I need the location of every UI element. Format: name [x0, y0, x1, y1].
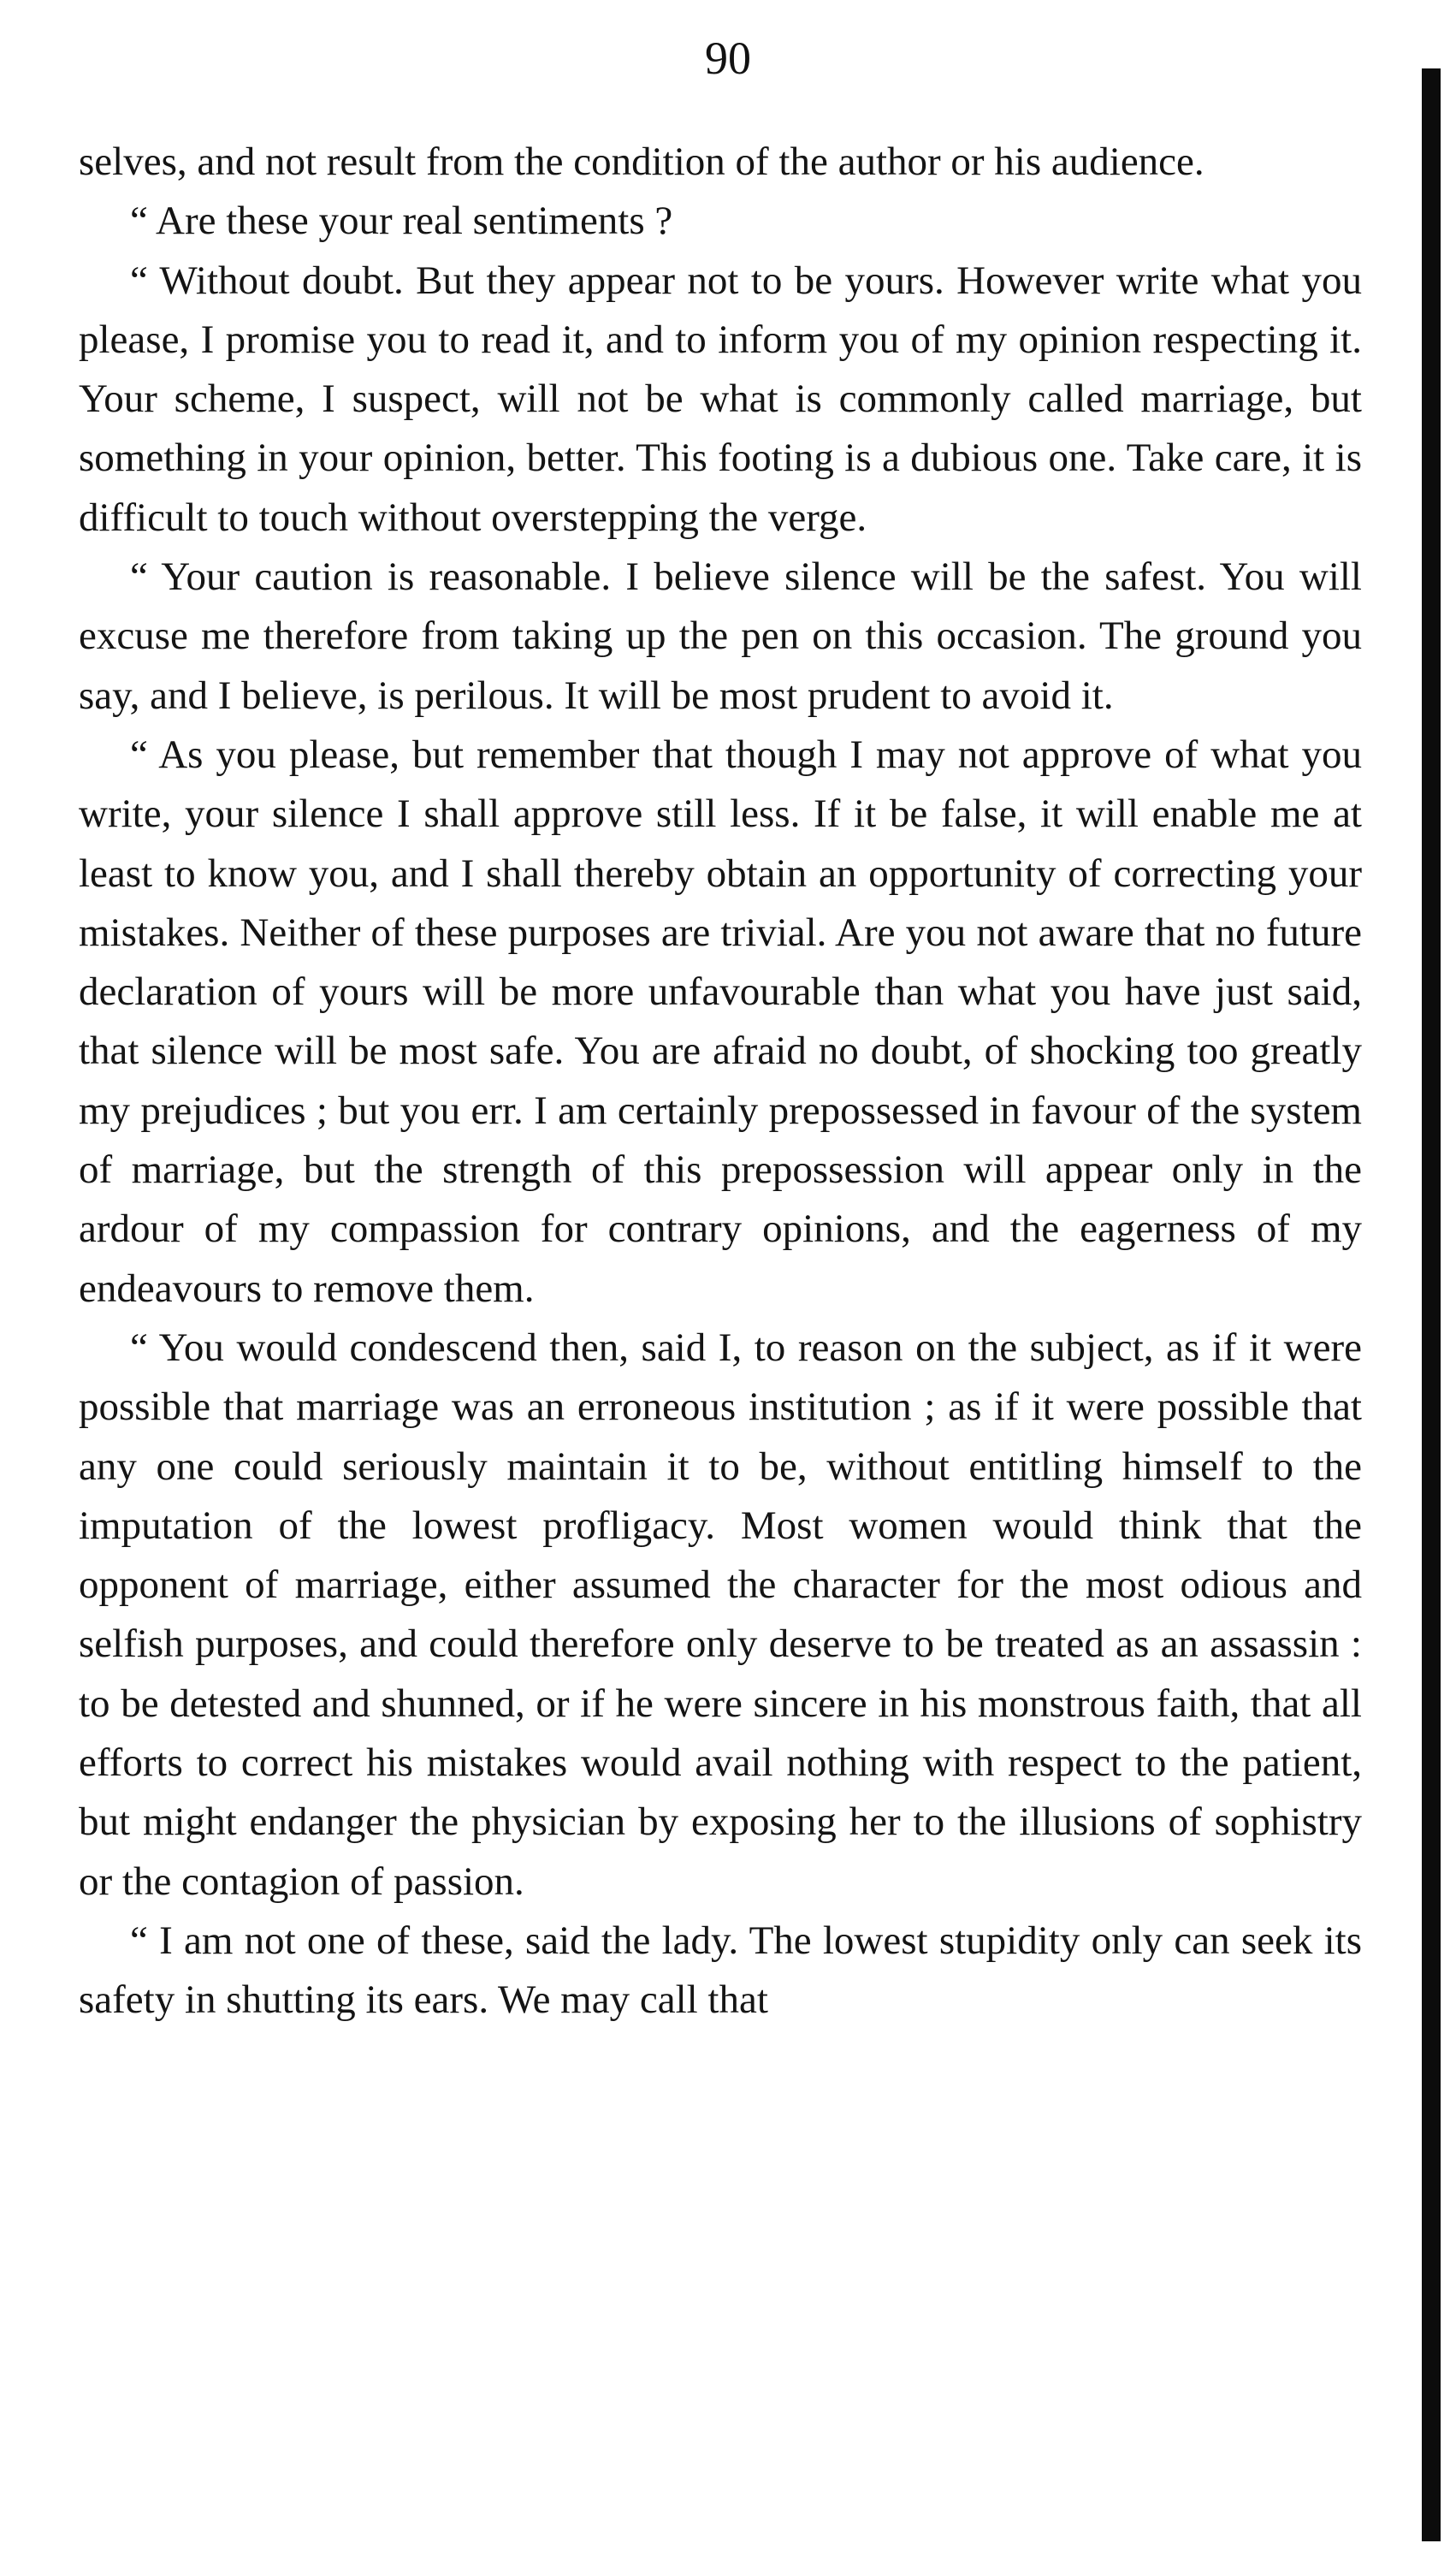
- page-number: 90: [705, 33, 751, 84]
- paragraph-5: “ As you please, but remember that though I may not approve of what you write, your silence I shall approve still less. If it be false, it will enable me at least to know you, and I shall thereby obtain an opportunity of correcting your mistakes. Neither of these purposes are trivial. Are you not aware that no future declaration of yours will be more unfavourable than what you have just said, that silence will be most safe. You are afraid no doubt, of shocking too greatly my prejudices ; but you err. I am certainly prepossessed in favour of the system of marriage, but the strength of this prepossession will appear only in the ardour of my compassion for contrary opinions, and the eagerness of my endeavours to remove them.: [79, 732, 1362, 1311]
- body-text: [79, 133, 1362, 2030]
- paragraph-4: “ Your caution is reasonable. I believe silence will be the safest. You will excuse me therefore from taking up the pen on this occasion. The ground you say, and I believe, is perilous. It will be most prudent to avoid it.: [79, 554, 1362, 718]
- paragraph-2: “ Are these your real sentiments ?: [130, 199, 673, 244]
- paragraph-7: “ I am not one of these, said the lady. The lowest stupidity only can seek its safety in shutting its ears. We may call that: [79, 1918, 1362, 2023]
- page-edge-bar: [1422, 68, 1441, 2541]
- paragraph-6: “ You would condescend then, said I, to reason on the subject, as if it were possible that marriage was an erroneous institution ; as if it were possible that any one could seriously maintain it to be, without entitling himself to the imputation of the lowest profligacy. Most women would think that the opponent of marriage, either assumed the character for the most odious and selfish purposes, and could therefore only deserve to be treated as an assassin : to be detested and shunned, or if he were sincere in his monstrous faith, that all efforts to correct his mistakes would avail nothing with respect to the patient, but might endanger the physician by exposing her to the illusions of sophistry or the contagion of passion.: [79, 1325, 1362, 1904]
- paragraph-1: selves, and not result from the condition of the author or his audience.: [79, 139, 1204, 184]
- paragraph-3: “ Without doubt. But they appear not to be yours. However write what you please, I promise you to read it, and to inform you of my opinion respecting it. Your scheme, I suspect, will not be what is commonly called marriage, but something in your opinion, better. This footing is a dubious one. Take care, it is difficult to touch without overstepping the verge.: [79, 258, 1362, 540]
